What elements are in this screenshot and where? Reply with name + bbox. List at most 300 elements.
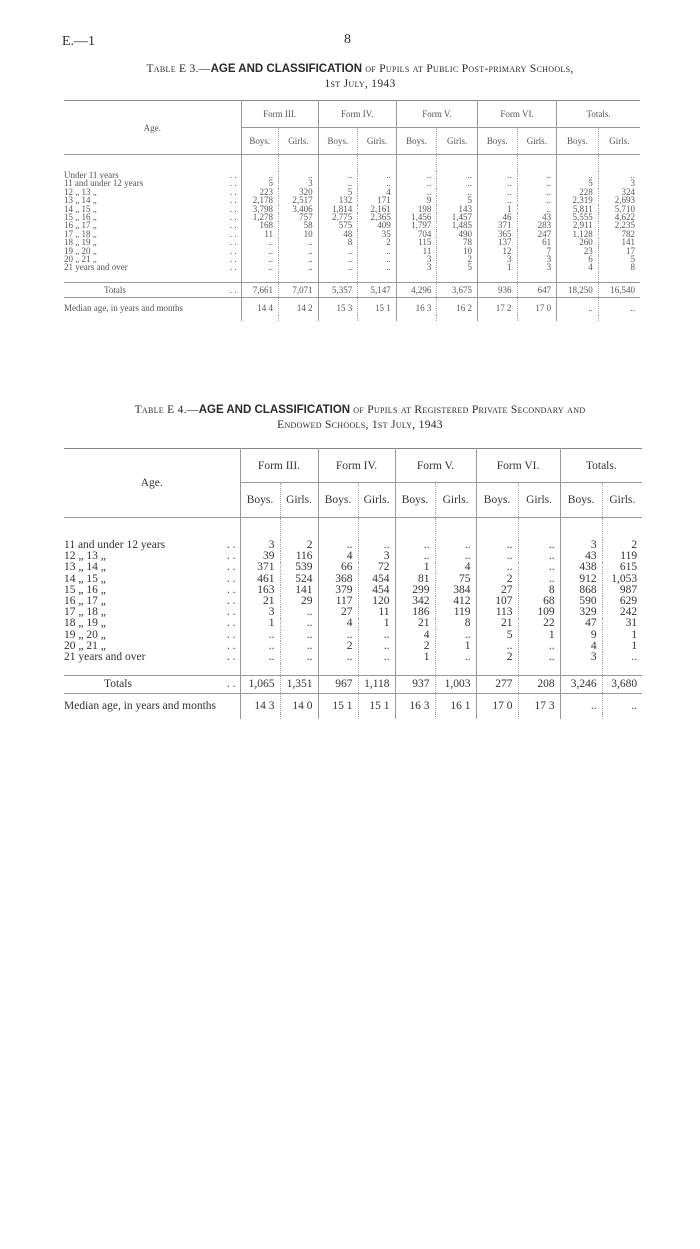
- table-cell: ..: [517, 196, 557, 204]
- table-cell: 141: [280, 585, 318, 596]
- table-e4-title-prefix: Table E 4.—: [134, 404, 199, 416]
- table-cell: 1,053: [602, 574, 642, 585]
- table-e3-girls-header: Girls.: [358, 128, 397, 155]
- table-cell: 1: [518, 630, 560, 641]
- table-e4-girls-header: Girls.: [280, 483, 318, 518]
- table-e3-title-bold: AGE AND CLASSIFICATION: [210, 63, 363, 75]
- table-cell: ..: [517, 179, 557, 187]
- table-cell: 1: [395, 652, 435, 663]
- table-cell: 1,456: [396, 213, 437, 221]
- table-cell: ..: [358, 255, 397, 263]
- row-age-label-dots: . .: [226, 562, 236, 574]
- table-e3-title-line2: 1st July, 1943: [324, 78, 396, 90]
- table-e3-title-rest: of Pupils at Public Post-primary Schools,: [362, 63, 574, 75]
- median-label: Median age, in years and months: [64, 694, 240, 714]
- row-age-label-text: 11 and under 12 years: [64, 540, 166, 551]
- table-cell: 14 2: [279, 298, 319, 316]
- table-row: [64, 618, 642, 629]
- table-e3-girls-header: Girls.: [279, 128, 319, 155]
- table-cell: 17: [598, 247, 640, 255]
- table-cell: 9: [396, 196, 437, 204]
- table-cell: 1: [240, 618, 280, 629]
- table-cell: 39: [240, 551, 280, 562]
- row-age-label: [64, 607, 240, 618]
- row-age-label: [64, 196, 241, 204]
- median-row: [64, 694, 642, 714]
- table-cell: 78: [437, 238, 478, 246]
- table-cell: 937: [395, 676, 435, 694]
- table-cell: 1: [435, 641, 476, 652]
- table-cell: 17 2: [477, 298, 517, 316]
- row-age-label-dots: . .: [229, 238, 237, 247]
- table-cell: 16 3: [395, 694, 435, 714]
- table-cell: 3,246: [560, 676, 602, 694]
- row-age-label-text: 19 „ 20 „: [64, 246, 97, 256]
- totals-label-dots: . .: [229, 284, 237, 295]
- table-cell: 14 3: [240, 694, 280, 714]
- row-age-label-text: 16 „ 17 „: [64, 221, 97, 230]
- row-age-label: [64, 263, 241, 271]
- table-cell: ..: [318, 630, 358, 641]
- table-cell: 384: [435, 585, 476, 596]
- table-cell: 119: [602, 551, 642, 562]
- row-age-label-dots: . .: [229, 221, 237, 230]
- table-row: [64, 205, 640, 213]
- table-cell: ..: [476, 551, 518, 562]
- table-cell: 590: [560, 596, 602, 607]
- table-cell: 4: [318, 551, 358, 562]
- table-cell: 2,161: [358, 205, 397, 213]
- median-row: [64, 298, 640, 316]
- spacer-row: [64, 155, 640, 172]
- table-e4-girls-header: Girls.: [518, 483, 560, 518]
- table-e3-girls-header: Girls.: [437, 128, 478, 155]
- table-row: [64, 188, 640, 196]
- table-cell: ..: [318, 247, 358, 255]
- table-cell: ..: [279, 247, 319, 255]
- table-cell: 68: [518, 596, 560, 607]
- table-cell: ..: [280, 652, 318, 663]
- table-cell: 365: [477, 230, 517, 238]
- row-age-label: [64, 562, 240, 573]
- table-e3-form5-header: Form V.: [396, 101, 477, 128]
- row-age-label: [64, 179, 241, 187]
- row-age-label-dots: . .: [226, 652, 236, 664]
- table-cell: 5,555: [557, 213, 599, 221]
- table-cell: 320: [279, 188, 319, 196]
- table-cell: 629: [602, 596, 642, 607]
- table-row: [64, 630, 642, 641]
- row-age-label-dots: . .: [226, 629, 236, 641]
- table-cell: 277: [476, 676, 518, 694]
- table-cell: 4: [318, 618, 358, 629]
- totals-row: [64, 676, 642, 694]
- table-e3-boys-header: Boys.: [557, 128, 599, 155]
- table-cell: 2,517: [279, 196, 319, 204]
- table-cell: ..: [557, 171, 599, 179]
- row-age-label-text: 12 „ 13 „: [64, 551, 106, 563]
- table-cell: 10: [437, 247, 478, 255]
- table-cell: 3: [240, 607, 280, 618]
- spacer-row: [64, 663, 642, 676]
- table-cell: 7,661: [241, 282, 278, 297]
- row-age-label: [64, 230, 241, 238]
- table-cell: 113: [476, 607, 518, 618]
- table-cell: 3: [396, 255, 437, 263]
- totals-row: [64, 282, 640, 297]
- table-cell: 107: [476, 596, 518, 607]
- table-cell: 2: [476, 574, 518, 585]
- table-cell: ..: [518, 641, 560, 652]
- table-row: [64, 171, 640, 179]
- table-cell: 342: [395, 596, 435, 607]
- table-cell: 757: [279, 213, 319, 221]
- table-cell: ..: [518, 652, 560, 663]
- totals-label-text: Totals: [104, 284, 126, 295]
- table-cell: ..: [477, 188, 517, 196]
- row-age-label-text: 11 and under 12 years: [64, 179, 144, 188]
- table-cell: ..: [518, 540, 560, 551]
- table-e3-form6-header: Form VI.: [477, 101, 556, 128]
- table-cell: ..: [602, 694, 642, 714]
- table-cell: ..: [240, 641, 280, 652]
- table-cell: 3: [517, 263, 557, 271]
- table-e4-age-header: Age.: [64, 449, 240, 518]
- table-cell: ..: [241, 171, 278, 179]
- table-cell: 223: [241, 188, 278, 196]
- table-cell: ..: [518, 574, 560, 585]
- table-cell: 2: [280, 540, 318, 551]
- table-cell: 454: [358, 585, 395, 596]
- row-age-label-text: 19 „ 20 „: [64, 629, 106, 641]
- table-cell: 967: [318, 676, 358, 694]
- table-cell: ..: [241, 255, 278, 263]
- row-age-label-text: 17 „ 18 „: [64, 229, 97, 239]
- table-cell: 171: [358, 196, 397, 204]
- table-row: [64, 607, 642, 618]
- table-e4-title-line2: Endowed Schools, 1st July, 1943: [277, 419, 443, 431]
- table-cell: ..: [280, 641, 318, 652]
- table-cell: ..: [318, 171, 358, 179]
- table-cell: 1,814: [318, 205, 358, 213]
- table-cell: 4: [560, 641, 602, 652]
- row-age-label-dots: . .: [229, 204, 237, 214]
- table-cell: 5: [437, 263, 478, 271]
- table-cell: 4,622: [598, 213, 640, 221]
- table-row: [64, 255, 640, 263]
- table-row: [64, 247, 640, 255]
- row-age-label-text: 12 „ 13 „: [64, 187, 97, 197]
- row-age-label-text: 14 „ 15 „: [64, 204, 97, 214]
- table-cell: ..: [358, 179, 397, 187]
- table-cell: ..: [557, 298, 599, 316]
- table-cell: 5: [557, 179, 599, 187]
- row-age-label-text: 15 „ 16 „: [64, 584, 106, 596]
- table-cell: 16,540: [598, 282, 640, 297]
- table-cell: 283: [517, 221, 557, 229]
- table-row: [64, 641, 642, 652]
- table-cell: 782: [598, 230, 640, 238]
- table-cell: ..: [241, 247, 278, 255]
- row-age-label-dots: . .: [226, 584, 236, 596]
- table-cell: 5: [241, 179, 278, 187]
- table-cell: 15 1: [318, 694, 358, 714]
- table-row: [64, 562, 642, 573]
- table-cell: 132: [318, 196, 358, 204]
- table-cell: ..: [395, 551, 435, 562]
- table-cell: 7: [517, 247, 557, 255]
- table-cell: ..: [477, 171, 517, 179]
- row-age-label: [64, 574, 240, 585]
- row-age-label: [64, 255, 241, 263]
- table-cell: 2,365: [358, 213, 397, 221]
- table-cell: ..: [318, 652, 358, 663]
- table-e4-girls-header: Girls.: [602, 483, 642, 518]
- table-e3-girls-header: Girls.: [517, 128, 557, 155]
- row-age-label: [64, 618, 240, 629]
- table-cell: ..: [318, 540, 358, 551]
- table-cell: 3: [358, 551, 395, 562]
- row-age-label-text: 20 „ 21 „: [64, 640, 106, 652]
- table-cell: ..: [518, 562, 560, 573]
- table-cell: 5: [437, 196, 478, 204]
- table-cell: 8: [318, 238, 358, 246]
- table-cell: 3,406: [279, 205, 319, 213]
- row-age-label-text: 16 „ 17 „: [64, 596, 106, 608]
- table-cell: 27: [318, 607, 358, 618]
- table-cell: 117: [318, 596, 358, 607]
- row-age-label-dots: . .: [229, 255, 237, 264]
- table-row: [64, 540, 642, 551]
- table-cell: ..: [435, 652, 476, 663]
- table-cell: 1: [358, 618, 395, 629]
- table-cell: 1: [477, 205, 517, 213]
- table-row: [64, 238, 640, 246]
- row-age-label-dots: . .: [226, 640, 236, 652]
- table-e4-totals-header: Totals.: [560, 449, 642, 483]
- table-row: [64, 196, 640, 204]
- table-e4-boys-header: Boys.: [395, 483, 435, 518]
- table-cell: 2: [602, 540, 642, 551]
- table-cell: 4: [395, 630, 435, 641]
- row-age-label-dots: . .: [229, 213, 237, 222]
- table-cell: 15 1: [358, 694, 395, 714]
- table-cell: 168: [241, 221, 278, 229]
- table-cell: 8: [598, 263, 640, 271]
- table-cell: 1,278: [241, 213, 278, 221]
- table-cell: 2,693: [598, 196, 640, 204]
- table-e4-form3-header: Form III.: [240, 449, 318, 483]
- table-cell: 47: [560, 618, 602, 629]
- table-cell: 27: [476, 585, 518, 596]
- row-age-label-dots: . .: [229, 229, 237, 239]
- table-cell: 43: [517, 213, 557, 221]
- table-cell: ..: [477, 179, 517, 187]
- row-age-label-text: 13 „ 14 „: [64, 562, 106, 574]
- table-cell: 23: [557, 247, 599, 255]
- table-cell: 141: [598, 238, 640, 246]
- table-cell: 1: [602, 630, 642, 641]
- table-cell: 35: [358, 230, 397, 238]
- row-age-label: [64, 205, 241, 213]
- row-age-label-dots: . .: [229, 179, 237, 188]
- table-e4-form5-header: Form V.: [395, 449, 476, 483]
- table-cell: 2,775: [318, 213, 358, 221]
- row-age-label: [64, 551, 240, 562]
- table-cell: 48: [318, 230, 358, 238]
- table-cell: 5: [318, 188, 358, 196]
- table-cell: 8: [518, 585, 560, 596]
- table-cell: 6: [557, 255, 599, 263]
- row-age-label: [64, 213, 241, 221]
- table-cell: 208: [518, 676, 560, 694]
- table-cell: 17 0: [517, 298, 557, 316]
- table-cell: ..: [358, 641, 395, 652]
- table-e3-title-prefix: Table E 3.—: [146, 63, 211, 75]
- table-e4-body: [64, 518, 642, 720]
- table-cell: 3: [517, 255, 557, 263]
- table-cell: 5,710: [598, 205, 640, 213]
- table-cell: 31: [602, 618, 642, 629]
- table-cell: 61: [517, 238, 557, 246]
- table-cell: 116: [280, 551, 318, 562]
- table-cell: 46: [477, 213, 517, 221]
- table-row: [64, 230, 640, 238]
- table-cell: ..: [477, 196, 517, 204]
- table-cell: ..: [598, 298, 640, 316]
- table-cell: 12: [477, 247, 517, 255]
- table-cell: ..: [358, 540, 395, 551]
- table-cell: 461: [240, 574, 280, 585]
- table-cell: 21: [476, 618, 518, 629]
- table-cell: ..: [560, 694, 602, 714]
- table-cell: 1,118: [358, 676, 395, 694]
- table-cell: 17 3: [518, 694, 560, 714]
- table-e3-boys-header: Boys.: [396, 128, 437, 155]
- table-cell: 5,147: [358, 282, 397, 297]
- table-cell: ..: [396, 171, 437, 179]
- table-cell: 120: [358, 596, 395, 607]
- table-cell: 72: [358, 562, 395, 573]
- table-cell: 2,178: [241, 196, 278, 204]
- table-e4-boys-header: Boys.: [318, 483, 358, 518]
- table-cell: 329: [560, 607, 602, 618]
- row-age-label: [64, 188, 241, 196]
- table-cell: 21: [395, 618, 435, 629]
- table-cell: 16 1: [435, 694, 476, 714]
- table-e3-title: [55, 62, 665, 92]
- row-age-label-text: 21 years and over: [64, 263, 128, 272]
- table-cell: ..: [435, 540, 476, 551]
- table-cell: 368: [318, 574, 358, 585]
- row-age-label-text: 14 „ 15 „: [64, 573, 106, 585]
- table-cell: 14 4: [241, 298, 278, 316]
- row-age-label-text: 18 „ 19 „: [64, 238, 97, 247]
- row-age-label: [64, 540, 240, 551]
- table-cell: ..: [241, 238, 278, 246]
- table-row: [64, 179, 640, 187]
- table-cell: 371: [240, 562, 280, 573]
- table-row: [64, 551, 642, 562]
- table-cell: 3: [396, 263, 437, 271]
- table-cell: 409: [358, 221, 397, 229]
- table-cell: ..: [280, 618, 318, 629]
- row-age-label: [64, 630, 240, 641]
- table-cell: 198: [396, 205, 437, 213]
- table-cell: ..: [517, 205, 557, 213]
- bottom-row: [64, 315, 640, 321]
- table-cell: 4,296: [396, 282, 437, 297]
- spacer-row: [64, 272, 640, 283]
- table-cell: ..: [240, 630, 280, 641]
- table-cell: 16 2: [437, 298, 478, 316]
- table-cell: 379: [318, 585, 358, 596]
- table-cell: 9: [560, 630, 602, 641]
- table-e3-age-header: Age.: [64, 101, 241, 155]
- table-e3-body: [64, 155, 640, 322]
- row-age-label: [64, 641, 240, 652]
- table-cell: 260: [557, 238, 599, 246]
- table-cell: 615: [602, 562, 642, 573]
- table-cell: 3: [598, 179, 640, 187]
- row-age-label-dots: . .: [226, 618, 236, 630]
- table-cell: 115: [396, 238, 437, 246]
- table-cell: ..: [358, 263, 397, 271]
- row-age-label-text: 13 „ 14 „: [64, 196, 97, 205]
- table-e3-girls-header: Girls.: [598, 128, 640, 155]
- row-age-label: [64, 238, 241, 246]
- table-cell: 16 3: [396, 298, 437, 316]
- page-number: 8: [344, 32, 351, 47]
- table-cell: 3: [279, 179, 319, 187]
- row-age-label-dots: . .: [226, 596, 236, 608]
- table-cell: 2,319: [557, 196, 599, 204]
- table-cell: 2: [318, 641, 358, 652]
- table-cell: 3,798: [241, 205, 278, 213]
- totals-label-text: Totals: [104, 678, 132, 691]
- row-age-label: [64, 247, 241, 255]
- table-e4-boys-header: Boys.: [240, 483, 280, 518]
- document-code: E.—1: [62, 34, 96, 49]
- table-cell: 4: [435, 562, 476, 573]
- table-row: [64, 263, 640, 271]
- table-cell: 2,235: [598, 221, 640, 229]
- table-cell: 43: [560, 551, 602, 562]
- table-cell: ..: [280, 630, 318, 641]
- table-cell: 11: [358, 607, 395, 618]
- table-cell: 143: [437, 205, 478, 213]
- row-age-label-dots: . .: [229, 263, 237, 272]
- table-cell: 868: [560, 585, 602, 596]
- table-cell: ..: [240, 652, 280, 663]
- table-cell: ..: [279, 255, 319, 263]
- table-e4-title-rest: of Pupils at Registered Private Secondary and: [350, 404, 586, 416]
- table-cell: 524: [280, 574, 318, 585]
- table-cell: 324: [598, 188, 640, 196]
- table-cell: 2,911: [557, 221, 599, 229]
- table-cell: 2: [437, 255, 478, 263]
- table-cell: 186: [395, 607, 435, 618]
- table-row: [64, 221, 640, 229]
- table-cell: 1: [477, 263, 517, 271]
- table-cell: 75: [435, 574, 476, 585]
- table-e3-boys-header: Boys.: [241, 128, 278, 155]
- table-cell: 17 0: [476, 694, 518, 714]
- table-cell: 1,485: [437, 221, 478, 229]
- table-e4-girls-header: Girls.: [358, 483, 395, 518]
- table-cell: ..: [280, 607, 318, 618]
- table-cell: 371: [477, 221, 517, 229]
